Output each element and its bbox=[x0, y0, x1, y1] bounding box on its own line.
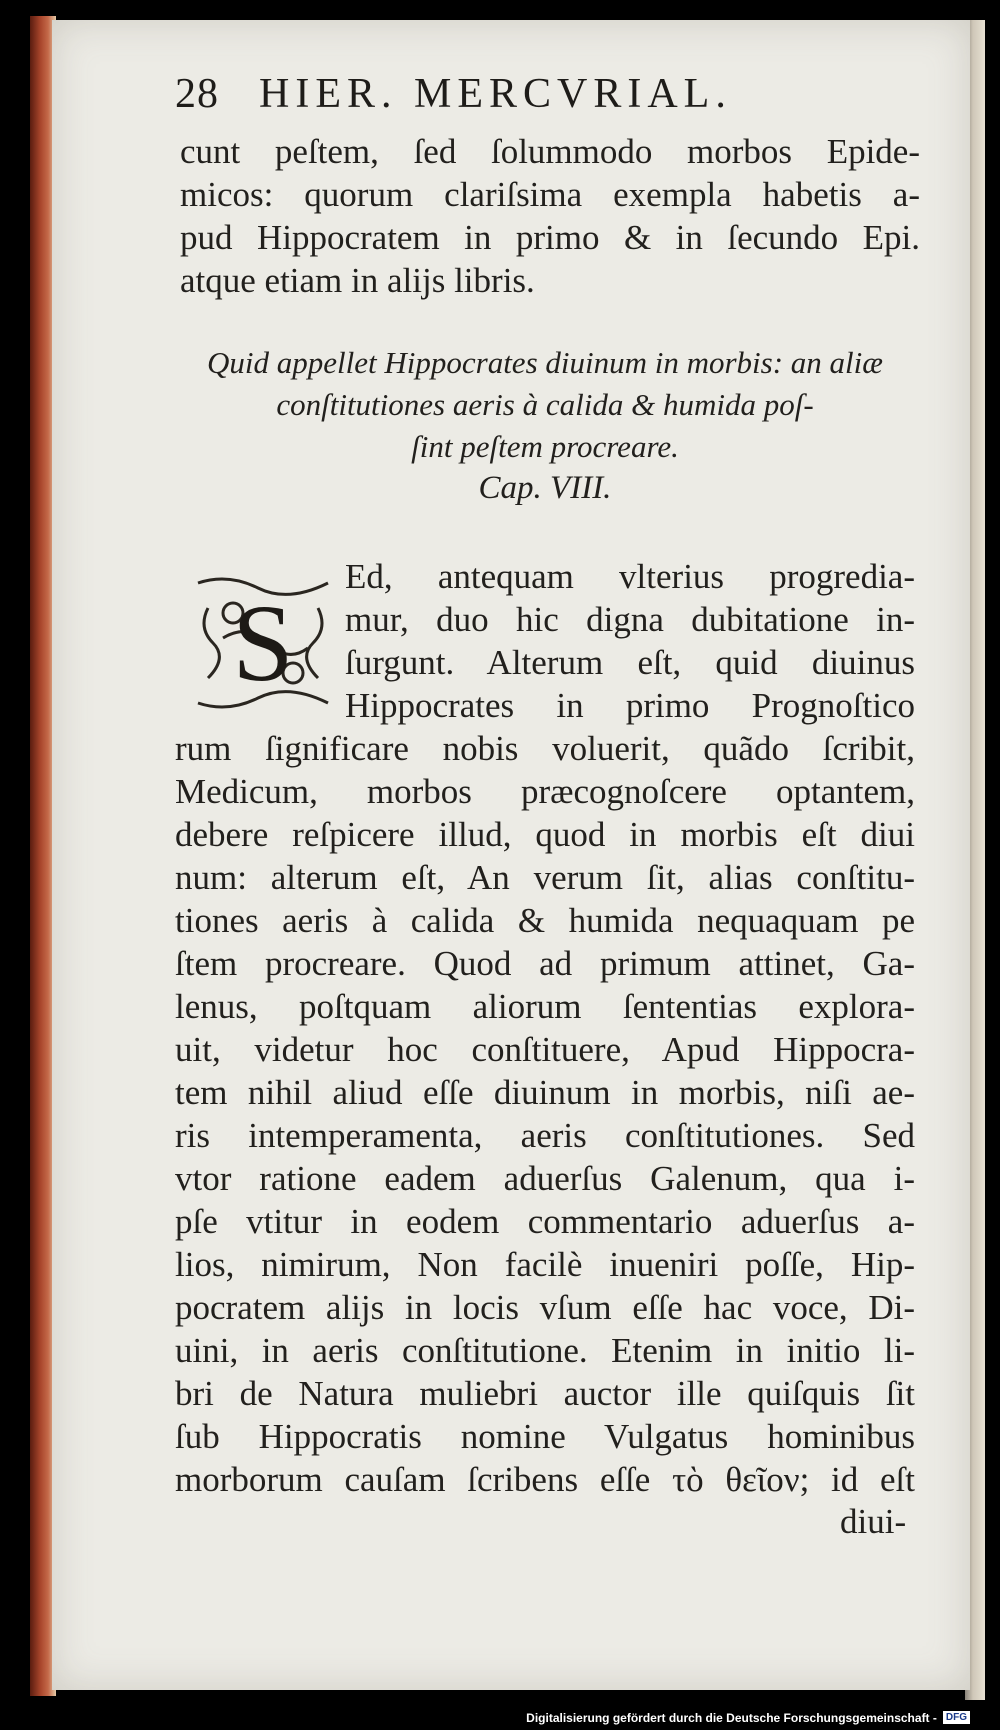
ornament-initial-icon bbox=[188, 568, 338, 718]
running-title: HIER. MERCVRIAL. bbox=[259, 71, 732, 117]
text-line: ſurgunt. Alterum eſt, quid diuinus bbox=[345, 643, 915, 682]
text-line: mur, duo hic digna dubitatione in- bbox=[345, 600, 915, 639]
body-first-lines bbox=[345, 555, 915, 727]
text-line: ſub Hippocratis nomine Vulgatus hominibus bbox=[175, 1417, 915, 1456]
heading-line: ſint peſtem procreare. bbox=[411, 429, 679, 464]
text-line: cunt peſtem, ſed ſolummodo morbos Epide- bbox=[180, 132, 920, 171]
text-line: uit, videtur hoc conſtituere, Apud Hippocra- bbox=[175, 1030, 915, 1069]
text-line: morborum cauſam ſcribens eſſe τὸ θεῖον; id eſt bbox=[175, 1460, 915, 1499]
text-line: atque etiam in alijs libris. bbox=[180, 261, 535, 300]
text-line: tiones aeris à calida & humida nequaquam pe bbox=[175, 901, 915, 940]
text-line: Ed, antequam vlterius progredia- bbox=[345, 557, 915, 596]
text-line: Medicum, morbos præcognoſcere optantem, bbox=[175, 772, 915, 811]
text-line: pſe vtitur in eodem commentario aduerſus a- bbox=[175, 1202, 915, 1241]
text-line: num: alterum eſt, An verum ſit, alias conſtitu- bbox=[175, 858, 915, 897]
footer-text: Digitalisierung gefördert durch die Deutsche Forschungsgemeinschaft - bbox=[526, 1710, 937, 1725]
text-line: pud Hippocratem in primo & in ſecundo Epi. bbox=[180, 218, 920, 257]
text-line: vtor ratione eadem aduerſus Galenum, qua i- bbox=[175, 1159, 915, 1198]
text-line: ris intemperamenta, aeris conſtitutiones. Sed bbox=[175, 1116, 915, 1155]
running-head bbox=[175, 70, 855, 130]
page-number: 28 bbox=[175, 71, 219, 117]
decorated-initial bbox=[188, 568, 338, 718]
text-line: bri de Natura muliebri auctor ille quiſquis ſit bbox=[175, 1374, 915, 1413]
dfg-logo-icon: DFG bbox=[943, 1711, 970, 1724]
text-line: pocratem alijs in locis vſum eſſe hac voce, Di- bbox=[175, 1288, 915, 1327]
chapter-heading bbox=[170, 342, 920, 468]
text-line: rum ſignificare nobis voluerit, quãdo ſcribit, bbox=[175, 729, 915, 768]
chapter-label: Cap. VIII. bbox=[478, 470, 612, 506]
heading-line: Quid appellet Hippocrates diuinum in morbis: an aliæ bbox=[207, 345, 883, 380]
heading-line: conſtitutiones aeris à calida & humida poſ- bbox=[276, 387, 814, 422]
text-line: Hippocrates in primo Prognoſtico bbox=[345, 686, 915, 725]
text-line: debere reſpicere illud, quod in morbis eſt diui bbox=[175, 815, 915, 854]
text-line: lenus, poſtquam aliorum ſententias explora- bbox=[175, 987, 915, 1026]
text-line: lios, nimirum, Non facilè inueniri poſſe, Hip- bbox=[175, 1245, 915, 1284]
text-line: uini, in aeris conſtitutione. Etenim in initio li- bbox=[175, 1331, 915, 1370]
text-line: micos: quorum clariſsima exempla habetis a- bbox=[180, 175, 920, 214]
text-line: tem nihil aliud eſſe diuinum in morbis, niſi ae- bbox=[175, 1073, 915, 1112]
digitization-footer bbox=[0, 1705, 1000, 1730]
body-text bbox=[175, 727, 915, 1501]
initial-letter: S bbox=[232, 582, 294, 704]
top-text-block bbox=[180, 130, 920, 302]
catchword: diui- bbox=[840, 1502, 907, 1541]
text-line: ſtem procreare. Quod ad primum attinet, Ga- bbox=[175, 944, 915, 983]
